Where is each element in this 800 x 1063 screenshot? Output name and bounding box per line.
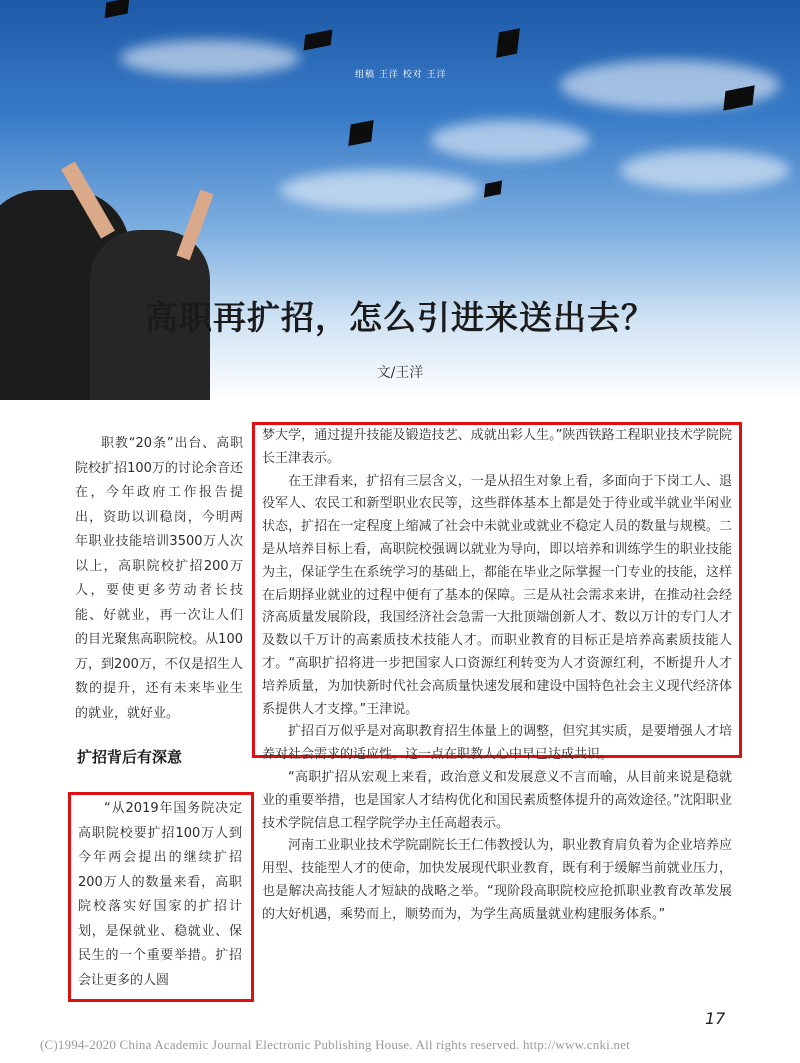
section-heading: 扩招背后有深意 <box>77 748 183 766</box>
quote-paragraph: “从2019年国务院决定高职院校要扩招100万人到今年两会提出的继续扩招200万人的数量来看，高职院校落实好国家的扩招计划，是保就业、稳就业、保民生的一个重要举措。扩招会让更多的人圆 <box>78 801 242 988</box>
credits: 组稿 王洋 校对 王洋 <box>355 70 447 80</box>
paragraph-4: “高职扩招从宏观上来看，政治意义和发展意义不言而喻，从目前来说是稳就业的重要举措，也是国家人才结构优化和国民素质整体提升的高效途径。”沈阳职业技术学院信息工程学院学办主任高超表示。 <box>262 769 732 831</box>
page-title: 高职再扩招，怎么引进来送出去？ <box>145 298 655 337</box>
page-number: 17 <box>705 1009 726 1028</box>
paragraph-5: 河南工业职业技术学院副院长王仁伟教授认为，职业教育肩负着为企业培养应用型、技能型人才的使命，加快发展现代职业教育，既有利于缓解当前就业压力，也是解决高技能人才短缺的战略之举。“现阶段高职院校应抢抓职业教育改革发展的大好机遇，乘势而上，顺势而为，为学生高质量就业构建服务体系。” <box>262 838 732 922</box>
paragraph-2: 在王津看来，扩招有三层含义，一是从招生对象上看，多面向于下岗工人、退役军人、农民工和新型职业农民等，这些群体基本上都是处于待业或半就业半闲业状态，扩招在一定程度上缩减了社会中未就业或就业不稳定人员的数量与规模。二是从培养目标上看，高职院校强调以就业为导向，即以培养和训练学生的职业技能为主，保证学生在系统学习的基础上，都能在毕业之际掌握一门专业的技能，这样在后期择业就业的过程中便有了基本的保障。三是从社会需求来讲，在推动社会经济高质量发展阶段，我国经济社会急需一大批顶端创新人才、数以万计的专门人才及数以千万计的高素质技术技能人才。而职业教育的目标正是培养高素质技能人才。“高职扩招将进一步把国家人口资源红利转变为人才资源红利，不断提升人才培养质量，为加快新时代社会高质量快速发展和建设中国特色社会主义现代经济体系提供人才支撑。”王津说。 <box>262 473 732 717</box>
intro-paragraph: 职教“20条”出台、高职院校扩招100万的讨论余音还在，今年政府工作报告提出，资助以训稳岗，今明两年职业技能培训3500万人次以上，高职院校扩招200万人，要使更多劳动者长技能、好就业，再一次让人们的目光聚焦高职院校。从100万，到200万，不仅是招生人数的提升，还有未来毕业生的就业，就好业。 <box>75 436 243 721</box>
author-byline: 文/王洋 <box>376 365 424 381</box>
left-column-intro <box>75 432 243 726</box>
hero-image <box>0 0 800 400</box>
copyright-footer: (C)1994-2020 China Academic Journal Electronic Publishing House. All rights reserved. http://www.cnki.net <box>40 1037 630 1052</box>
right-column <box>262 425 732 927</box>
paragraph-1: 梦大学，通过提升技能及锻造技艺、成就出彩人生。”陕西铁路工程职业技术学院院长王津表示。 <box>262 428 732 466</box>
paragraph-3: 扩招百万似乎是对高职教育招生体量上的调整，但究其实质，是要增强人才培养对社会需求的适应性。这一点在职教人心中早已达成共识。 <box>262 724 732 763</box>
left-column-quote <box>78 797 242 993</box>
